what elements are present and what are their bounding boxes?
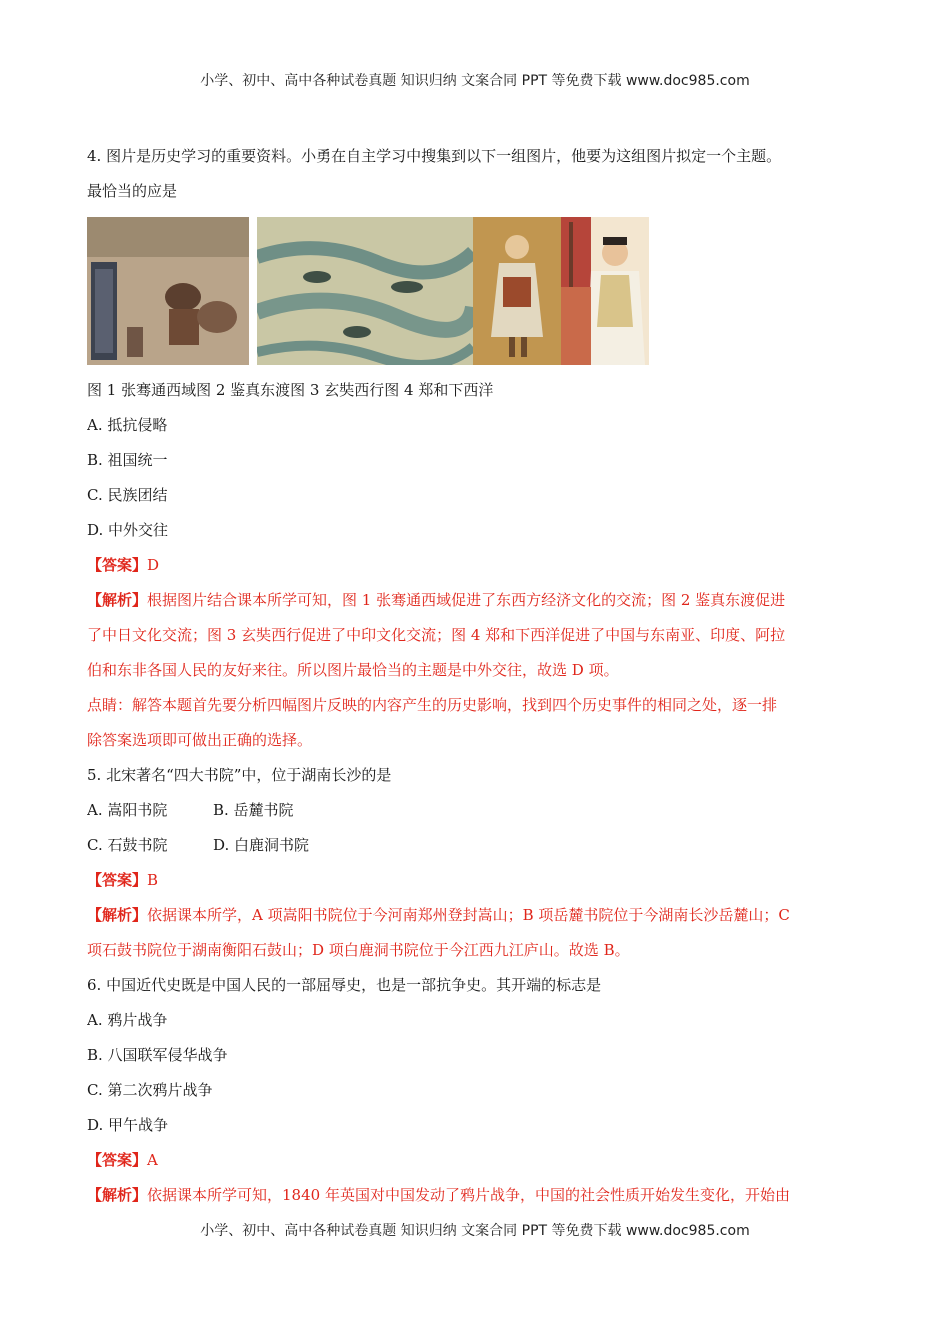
q5-analysis-line1 <box>87 904 867 939</box>
q5-analysis-text1: 依据课本所学，A 项嵩阳书院位于今河南郑州登封嵩山；B 项岳麓书院位于今湖南长沙岳麓山；C <box>147 906 790 924</box>
q5-answer-value: B <box>147 871 159 889</box>
q4-stem-line1: 4. 图片是历史学习的重要资料。小勇在自主学习中搜集到以下一组图片，他要为这组图片拟定一个主题。 <box>87 147 782 165</box>
q5-stem: 5. 北宋著名“四大书院”中，位于湖南长沙的是 <box>87 766 392 784</box>
q4-image-4-zheng-he <box>561 217 649 365</box>
q4-note-line1: 点睛：解答本题首先要分析四幅图片反映的内容产生的历史影响，找到四个历史事件的相同之处，逐一排 <box>87 696 778 714</box>
q6-stem: 6. 中国近代史既是中国人民的一部屈辱史，也是一部抗争史。其开端的标志是 <box>87 976 602 994</box>
q6-option-d: D. 甲午战争 <box>87 1116 169 1134</box>
q4-image-caption: 图 1 张骞通西域图 2 鉴真东渡图 3 玄奘西行图 4 郑和下西洋 <box>87 381 494 399</box>
q4-stem-line2: 最恰当的应是 <box>87 182 178 200</box>
page-content <box>87 145 867 1219</box>
q5-options-row1 <box>87 799 867 834</box>
q4-note-line2: 除答案选项即可做出正确的选择。 <box>87 731 313 749</box>
q4-analysis-label: 【解析】 <box>87 591 148 609</box>
q5-analysis-label: 【解析】 <box>87 906 148 924</box>
q6-answer <box>87 1149 867 1184</box>
q5-option-b: B. 岳麓书院 <box>213 801 294 819</box>
q4-image-3-xuanzang <box>473 217 561 365</box>
page-header: 小学、初中、高中各种试卷真题 知识归纳 文案合同 PPT 等免费下载 www.doc985.com <box>200 73 750 89</box>
q6-option-a: A. 鸦片战争 <box>87 1011 168 1029</box>
q4-answer-label: 【答案】 <box>87 556 148 574</box>
q5-answer-label: 【答案】 <box>87 871 148 889</box>
q6-analysis-label: 【解析】 <box>87 1186 148 1204</box>
q4-image-strip <box>87 217 867 367</box>
q6-answer-value: A <box>147 1151 158 1169</box>
q4-option-a: A. 抵抗侵略 <box>87 416 168 434</box>
q5-analysis-line2: 项石鼓书院位于湖南衡阳石鼓山；D 项白鹿洞书院位于今江西九江庐山。故选 B。 <box>87 941 630 959</box>
q5-option-c: C. 石鼓书院 <box>87 836 168 854</box>
q4-option-c: C. 民族团结 <box>87 486 168 504</box>
q6-option-c: C. 第二次鸦片战争 <box>87 1081 213 1099</box>
q6-analysis-line1 <box>87 1184 867 1219</box>
q4-option-d: D. 中外交往 <box>87 521 169 539</box>
q4-analysis-line3: 伯和东非各国人民的友好来往。所以图片最恰当的主题是中外交往，故选 D 项。 <box>87 661 619 679</box>
q4-analysis-line1 <box>87 589 867 624</box>
page-footer: 小学、初中、高中各种试卷真题 知识归纳 文案合同 PPT 等免费下载 www.doc985.com <box>200 1223 750 1239</box>
q6-answer-label: 【答案】 <box>87 1151 148 1169</box>
q4-answer <box>87 554 867 589</box>
q6-option-b: B. 八国联军侵华战争 <box>87 1046 228 1064</box>
q4-answer-value: D <box>147 556 160 574</box>
q4-option-b: B. 祖国统一 <box>87 451 168 469</box>
q4-analysis-text1: 根据图片结合课本所学可知，图 1 张骞通西域促进了东西方经济文化的交流；图 2 鉴真东渡促进 <box>147 591 786 609</box>
q5-options-row2 <box>87 834 867 869</box>
q5-answer <box>87 869 867 904</box>
q5-option-d: D. 白鹿洞书院 <box>213 836 310 854</box>
q6-analysis-text1: 依据课本所学可知，1840 年英国对中国发动了鸦片战争，中国的社会性质开始发生变化，开始由 <box>147 1186 790 1204</box>
q5-option-a: A. 嵩阳书院 <box>87 801 168 819</box>
q4-analysis-line2: 了中日文化交流；图 3 玄奘西行促进了中印文化交流；图 4 郑和下西洋促进了中国与东南亚、印度、阿拉 <box>87 626 786 644</box>
q4-image-1-zhang-qian <box>87 217 249 365</box>
q4-image-2-jianzhen <box>257 217 473 365</box>
